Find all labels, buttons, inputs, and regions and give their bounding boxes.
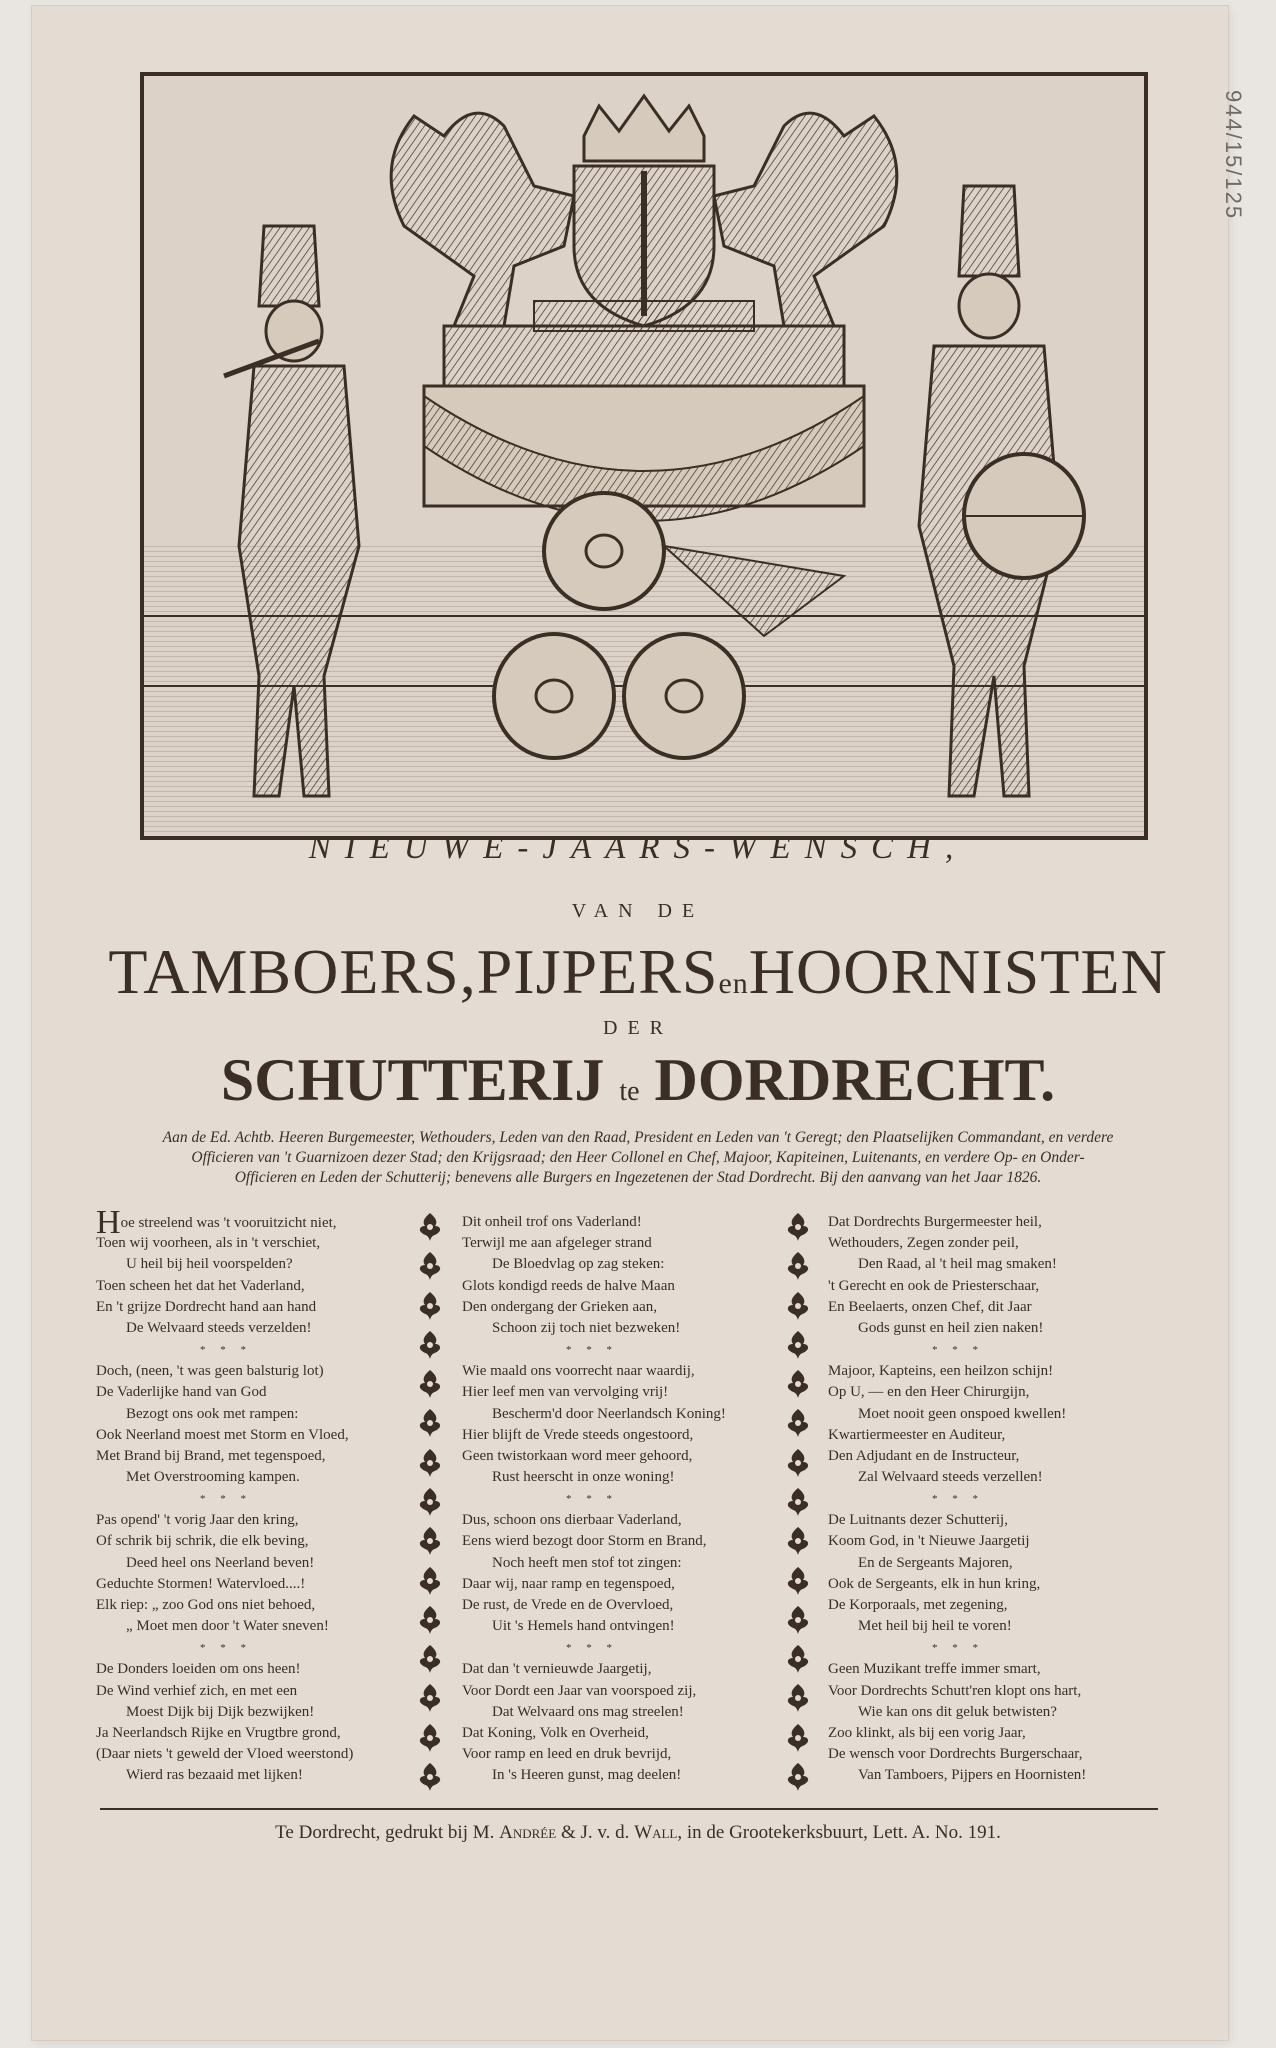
verse-line: En Beelaerts, onzen Chef, dit Jaar bbox=[828, 1298, 1032, 1315]
printer-imprint: Te Dordrecht, gedrukt bij M. Andrée & J. v. d. Wall, in de Grootekerksbuurt, Lett. A. No. 191. bbox=[275, 1822, 1001, 1843]
verse-line: Majoor, Kapteins, een heilzon schijn! bbox=[828, 1363, 1054, 1380]
verse-line: De Welvaard steeds verzelden! bbox=[126, 1319, 312, 1336]
stanza-separator-stars: * * * bbox=[932, 1344, 984, 1357]
fleuron-ornament bbox=[416, 1526, 444, 1556]
fleuron-ornament bbox=[416, 1291, 444, 1321]
dedication-text bbox=[108, 1128, 1168, 1188]
verse-line: Glots kondigd reeds de halve Maan bbox=[462, 1277, 675, 1294]
verse-line: Geen Muzikant treffe immer smart, bbox=[828, 1661, 1041, 1678]
ornament-divider bbox=[412, 1212, 448, 1792]
fleuron-ornament bbox=[784, 1683, 812, 1713]
verse-line: Hoe streelend was 't vooruitzicht niet, bbox=[96, 1204, 337, 1241]
verse-line: De Korporaals, met zegening, bbox=[828, 1597, 1008, 1613]
fleuron-ornament bbox=[416, 1683, 444, 1713]
verse-line: De Donders loeiden om ons heen! bbox=[96, 1661, 301, 1678]
fleuron-ornament bbox=[416, 1330, 444, 1360]
verse-line: Geduchte Stormen! Watervloed....! bbox=[96, 1575, 306, 1592]
stanza-separator-stars: * * * bbox=[200, 1642, 252, 1655]
fleuron-ornament bbox=[416, 1644, 444, 1674]
verse-line: Hier leef men van vervolging vrij! bbox=[462, 1384, 669, 1401]
verse-line: „ Moet men door 't Water sneven! bbox=[126, 1618, 329, 1635]
verse-line: Elk riep: „ zoo God ons niet behoed, bbox=[96, 1597, 316, 1613]
ornament-divider bbox=[780, 1212, 816, 1792]
verse-line: Toen wij voorheen, als in 't verschiet, bbox=[96, 1235, 321, 1252]
verse-line: Den Adjudant en de Instructeur, bbox=[828, 1447, 1020, 1464]
main-title bbox=[0, 935, 1276, 1009]
fleuron-ornament bbox=[416, 1605, 444, 1635]
fleuron-ornament bbox=[416, 1566, 444, 1596]
verse-line: Dat Welvaard ons mag streelen! bbox=[492, 1703, 684, 1720]
fleuron-ornament bbox=[784, 1251, 812, 1281]
verse-line: Kwartiermeester en Auditeur, bbox=[828, 1426, 1006, 1443]
verse-line: Op U, — en den Heer Chirurgijn, bbox=[828, 1384, 1030, 1401]
woodcut-illustration bbox=[140, 72, 1148, 840]
verse-line: Uit 's Hemels hand ontvingen! bbox=[492, 1618, 675, 1635]
fleuron-ornament bbox=[784, 1369, 812, 1399]
fleuron-ornament bbox=[784, 1566, 812, 1596]
city-coat-of-arms bbox=[574, 96, 714, 326]
verse-line: Met heil bij heil te voren! bbox=[858, 1618, 1012, 1635]
verse-line: De wensch voor Dordrechts Burgerschaar, bbox=[828, 1746, 1083, 1763]
verse-line: Ja Neerlandsch Rijke en Vrugtbre grond, bbox=[96, 1724, 341, 1741]
verse-line: Zoo klinkt, als bij een vorig Jaar, bbox=[828, 1724, 1026, 1741]
main-title-part-a: TAMBOERS,PIJPERS bbox=[108, 936, 719, 1007]
verse-line: En de Sergeants Majoren, bbox=[858, 1554, 1013, 1571]
verse-line: Moest Dijk bij Dijk bezwijken! bbox=[126, 1703, 315, 1720]
dedication-line: Officieren van 't Guarnizoen dezer Stad; den Krijgsraad; den Heer Collonel en Chef, Majoor, Kapiteinen, Luitenants, en verdere Op- en Onder- bbox=[191, 1149, 1085, 1166]
verse-line: (Daar niets 't geweld der Vloed weerstond) bbox=[96, 1746, 354, 1763]
stanza-separator-stars: * * * bbox=[566, 1493, 618, 1506]
stanza-separator-stars: * * * bbox=[200, 1344, 252, 1357]
verse-line: De rust, de Vrede en de Overvloed, bbox=[462, 1597, 674, 1613]
fleuron-ornament bbox=[784, 1408, 812, 1438]
horizontal-rule bbox=[100, 1808, 1158, 1810]
verse-line: Wie maald ons voorrecht naar waardij, bbox=[462, 1363, 695, 1380]
verse-line: Koom God, in 't Nieuwe Jaargetij bbox=[828, 1533, 1030, 1550]
sub-title bbox=[0, 1046, 1276, 1115]
verse-line: Rust heerscht in onze woning! bbox=[492, 1469, 675, 1486]
stanza-separator-stars: * * * bbox=[566, 1344, 618, 1357]
fleuron-ornament bbox=[784, 1644, 812, 1674]
verse-line: Ook Neerland moest met Storm en Vloed, bbox=[96, 1426, 349, 1443]
fleuron-ornament bbox=[784, 1448, 812, 1478]
verse-line: De Luitnants dezer Schutterij, bbox=[828, 1512, 1008, 1529]
title-van-de: VAN DE bbox=[571, 900, 705, 922]
griffin-left bbox=[391, 113, 574, 326]
fleuron-ornament bbox=[416, 1723, 444, 1753]
verse-line: Voor Dordt een Jaar van voorspoed zij, bbox=[462, 1682, 697, 1699]
verse-line: Dat Dordrechts Burgermeester heil, bbox=[828, 1214, 1042, 1230]
verse-line: De Wind verhief zich, en met een bbox=[96, 1682, 298, 1699]
verse-line: Zal Welvaard steeds verzellen! bbox=[858, 1469, 1043, 1486]
fleuron-ornament bbox=[784, 1330, 812, 1360]
title-der: DER bbox=[603, 1017, 673, 1039]
verse-line: In 's Heeren gunst, mag deelen! bbox=[492, 1767, 682, 1784]
verse-line: Met Brand bij Brand, met tegenspoed, bbox=[96, 1447, 326, 1464]
verse-line: Hier blijft de Vrede steeds ongestoord, bbox=[462, 1426, 694, 1443]
verse-line: Dat dan 't vernieuwde Jaargetij, bbox=[462, 1661, 652, 1678]
verse-line: Bescherm'd door Neerlandsch Koning! bbox=[492, 1405, 726, 1422]
fleuron-ornament bbox=[784, 1212, 812, 1242]
verse-line: En 't grijze Dordrecht hand aan hand bbox=[96, 1298, 317, 1315]
verse-line: Dat Koning, Volk en Overheid, bbox=[462, 1724, 649, 1741]
verse-line: Of schrik bij schrik, die elk beving, bbox=[96, 1533, 309, 1550]
main-title-part-b: HOORNISTEN bbox=[748, 936, 1168, 1007]
fleuron-ornament bbox=[416, 1448, 444, 1478]
verse-line: Gods gunst en heil zien naken! bbox=[858, 1319, 1044, 1336]
verse-line: Dus, schoon ons dierbaar Vaderland, bbox=[462, 1512, 682, 1529]
verse-line: Toen scheen het dat het Vaderland, bbox=[96, 1277, 305, 1294]
verse-line: Terwijl me aan afgeleger strand bbox=[462, 1235, 652, 1252]
griffin-right bbox=[714, 113, 897, 326]
dedication-line: Officieren en Leden der Schutterij; benevens alle Burgers en Ingezetenen der Stad Dordrecht. Bij den aanvang van het Jaar 1826. bbox=[234, 1169, 1042, 1186]
verse-line: Wierd ras bezaaid met lijken! bbox=[126, 1767, 303, 1784]
dedication-line: Aan de Ed. Achtb. Heeren Burgemeester, Wethouders, Leden van den Raad, President en Leden van 't Geregt; den Plaatselijken Commandant, en verdere bbox=[162, 1129, 1114, 1146]
poem-column-3 bbox=[828, 1212, 1148, 1787]
fleuron-ornament bbox=[784, 1526, 812, 1556]
fleuron-ornament bbox=[784, 1605, 812, 1635]
verse-line: Eens wierd bezogt door Storm en Brand, bbox=[462, 1533, 707, 1550]
fleuron-ornament bbox=[416, 1408, 444, 1438]
fleuron-ornament bbox=[784, 1487, 812, 1517]
fleuron-ornament bbox=[416, 1212, 444, 1242]
verse-line: Deed heel ons Neerland beven! bbox=[126, 1554, 315, 1571]
stanza-separator-stars: * * * bbox=[932, 1493, 984, 1506]
fleuron-ornament bbox=[784, 1291, 812, 1321]
verse-line: Den Raad, al 't heil mag smaken! bbox=[858, 1256, 1057, 1273]
fleuron-ornament bbox=[416, 1251, 444, 1281]
fleuron-ornament bbox=[784, 1762, 812, 1792]
verse-line: Schoon zij toch niet bezweken! bbox=[492, 1319, 681, 1336]
printer-name: Wall bbox=[634, 1822, 678, 1843]
verse-line: Noch heeft men stof tot zingen: bbox=[492, 1554, 682, 1571]
verse-line: De Bloedvlag op zag steken: bbox=[492, 1256, 665, 1273]
verse-line: U heil bij heil voorspelden? bbox=[126, 1256, 293, 1273]
verse-line: Ook de Sergeants, elk in hun kring, bbox=[828, 1575, 1041, 1592]
drop-cap: H bbox=[96, 1204, 121, 1241]
stanza-separator-stars: * * * bbox=[200, 1493, 252, 1506]
verse-line: Pas opend' 't vorig Jaar den kring, bbox=[96, 1512, 299, 1529]
verse-line: Den ondergang der Grieken aan, bbox=[462, 1298, 658, 1315]
verse-line: Moet nooit geen onspoed kwellen! bbox=[858, 1405, 1067, 1422]
sub-title-te: te bbox=[619, 1076, 640, 1107]
verse-line: Bezogt ons ook met rampen: bbox=[126, 1405, 299, 1422]
fleuron-ornament bbox=[416, 1762, 444, 1792]
main-title-en: en bbox=[718, 967, 749, 1000]
verse-line: Daar wij, naar ramp en tegenspoed, bbox=[462, 1575, 675, 1592]
printer-name: Andrée bbox=[499, 1822, 557, 1843]
fleuron-ornament bbox=[416, 1487, 444, 1517]
verse-line: Van Tamboers, Pijpers en Hoornisten! bbox=[858, 1767, 1087, 1784]
verse-line: De Vaderlijke hand van God bbox=[96, 1384, 267, 1401]
sub-title-part-b: DORDRECHT. bbox=[654, 1047, 1056, 1113]
sub-title-part-a: SCHUTTERIJ bbox=[220, 1047, 605, 1113]
verse-line: Dit onheil trof ons Vaderland! bbox=[462, 1214, 642, 1230]
verse-line: Wethouders, Zegen zonder peil, bbox=[828, 1235, 1019, 1252]
verse-line: Met Overstrooming kampen. bbox=[126, 1469, 300, 1486]
verse-line: Doch, (neen, 't was geen balsturig lot) bbox=[96, 1363, 324, 1380]
stanza-separator-stars: * * * bbox=[932, 1642, 984, 1655]
verse-line: Voor Dordrechts Schutt'ren klopt ons hart, bbox=[828, 1682, 1082, 1699]
verse-line: 't Gerecht en ook de Priesterschaar, bbox=[828, 1277, 1040, 1294]
verse-line: Wie kan ons dit geluk betwisten? bbox=[858, 1703, 1057, 1720]
woodcut-drawing bbox=[144, 76, 1144, 836]
verse-line: Voor ramp en leed en druk bevrijd, bbox=[462, 1746, 672, 1763]
stanza-separator-stars: * * * bbox=[566, 1642, 618, 1655]
fleuron-ornament bbox=[784, 1723, 812, 1753]
verse-line: Geen twistorkaan word meer gehoord, bbox=[462, 1447, 693, 1464]
title-nieuwe-jaars-wensch: NIEUWE-JAARS-WENSCH, bbox=[308, 830, 968, 866]
poem-column-1 bbox=[96, 1204, 416, 1787]
archive-pencil-mark: 944/15/125 bbox=[1221, 90, 1246, 221]
poem-column-2 bbox=[462, 1212, 782, 1787]
fleuron-ornament bbox=[416, 1369, 444, 1399]
